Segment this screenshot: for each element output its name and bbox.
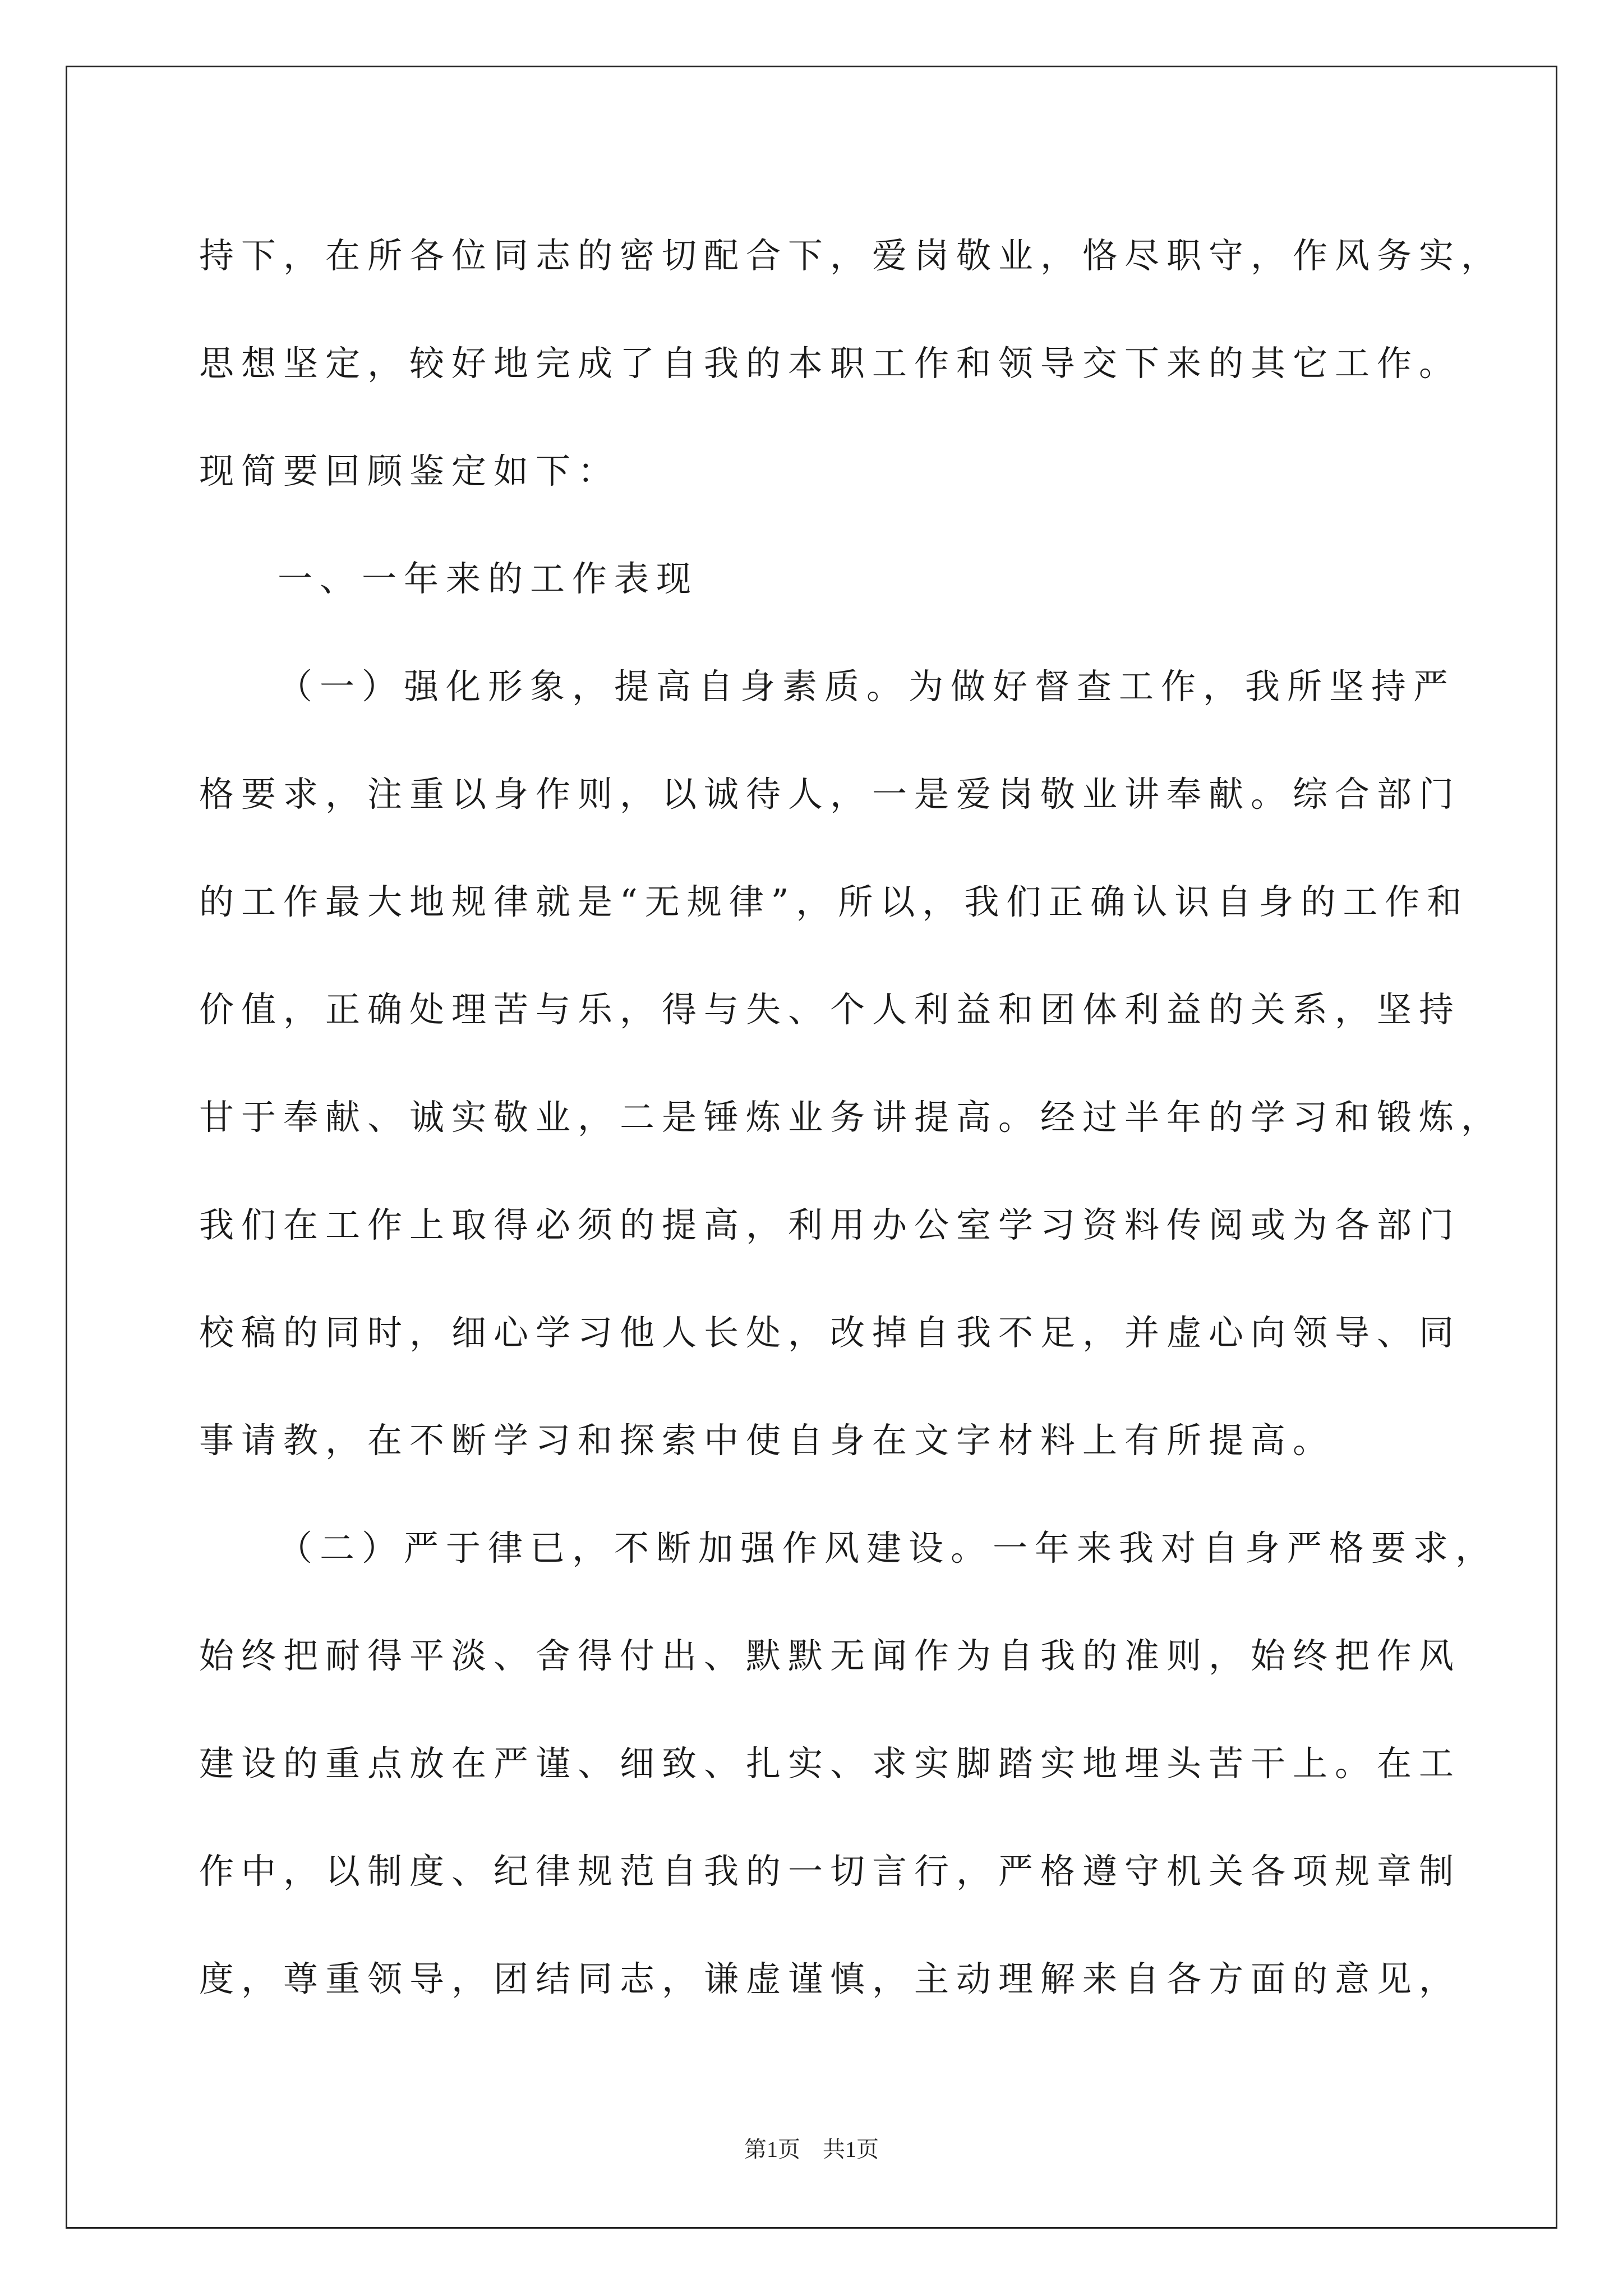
- paragraph-start-line: （一）强化形象，提高自身素质。为做好督查工作，我所坚持严: [278, 666, 1456, 707]
- body-line: 的工作最大地规律就是“无规律”，所以，我们正确认识自身的工作和: [199, 881, 1469, 922]
- section-heading: 一、一年来的工作表现: [278, 558, 699, 599]
- body-line: 建设的重点放在严谨、细致、扎实、求实脚踏实地埋头苦干上。在工: [199, 1743, 1461, 1784]
- paragraph-start-line: （二）严于律已，不断加强作风建设。一年来我对自身严格要求，: [278, 1527, 1498, 1568]
- body-line: 作中，以制度、纪律规范自我的一切言行，严格遵守机关各项规章制: [199, 1851, 1461, 1892]
- body-line: 校稿的同时，细心学习他人长处，改掉自我不足，并虚心向领导、同: [199, 1312, 1461, 1353]
- body-line: 价值，正确处理苦与乐，得与失、个人利益和团体利益的关系，坚持: [199, 989, 1461, 1030]
- body-line: 甘于奉献、诚实敬业，二是锤炼业务讲提高。经过半年的学习和锻炼，: [199, 1097, 1504, 1138]
- body-line: 思想坚定，较好地完成了自我的本职工作和领导交下来的其它工作。: [199, 343, 1461, 384]
- page-number-footer: 第1页 共1页: [744, 2137, 879, 2162]
- body-line: 格要求，注重以身作则，以诚待人，一是爱岗敬业讲奉献。综合部门: [199, 774, 1461, 815]
- body-line: 度，尊重领导，团结同志，谦虚谨慎，主动理解来自各方面的意见，: [199, 1958, 1461, 1999]
- body-line: 事请教，在不断学习和探索中使自身在文字材料上有所提高。: [199, 1420, 1335, 1461]
- body-line: 始终把耐得平淡、舍得付出、默默无闻作为自我的准则，始终把作风: [199, 1635, 1461, 1676]
- body-line: 持下，在所各位同志的密切配合下，爱岗敬业，恪尽职守，作风务实，: [199, 235, 1504, 276]
- body-line: 我们在工作上取得必须的提高，利用办公室学习资料传阅或为各部门: [199, 1204, 1461, 1245]
- document-body: [199, 202, 1504, 2033]
- body-line: 现简要回顾鉴定如下：: [199, 450, 620, 491]
